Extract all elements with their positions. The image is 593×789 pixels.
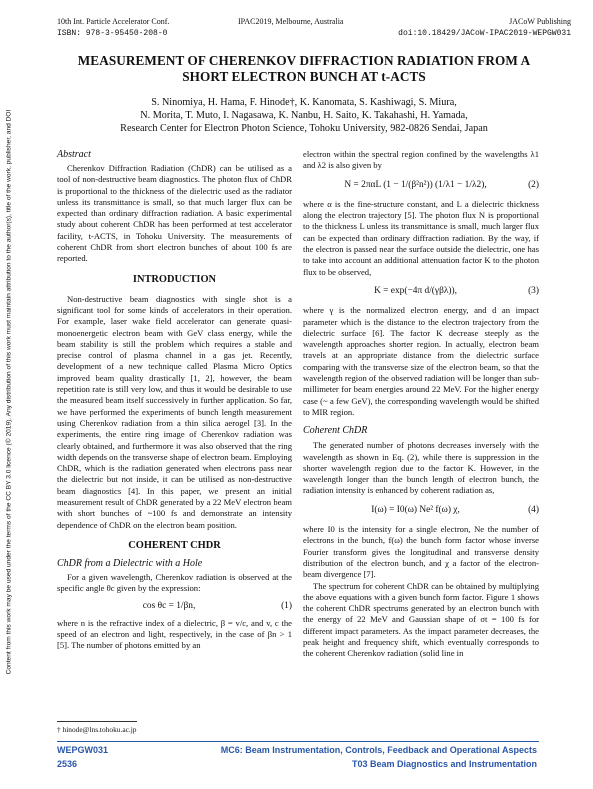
equation-4-number: (4) <box>528 504 539 515</box>
right-text-3: where γ is the normalized electron energy, and d an impact parameter which is the distance to the electron trajectory from the dielectric surface [6]. The factor K decrease steeply as the wavelength approaches shorter region. In actually, electron beam travels at an appropriate distance from the dielectric surface comparing with the transverse size of the electron beam, so that the wavelength region of the observed radiation will be longer than sub-millimeter for beam energies around 22 MeV. For the higher energy case (~ a few GeV), the corresponding wavelength would be shifted to MIR region. <box>303 305 539 417</box>
subsection-heading-coherent-chdr: Coherent ChDR <box>303 425 368 437</box>
footer-rule <box>57 741 539 742</box>
introduction-heading: INTRODUCTION <box>132 273 217 285</box>
side-license-notice: Content from this work may be used under the terms of the CC BY 3.0 licence (© 2019). Any distribution of this work must maintain attribution to the author(s), title of the work, publisher, and DOI <box>5 109 13 675</box>
header-isbn: ISBN: 978-3-95450-208-0 <box>57 29 168 38</box>
abstract-text: Cherenkov Diffraction Radiation (ChDR) can be utilised as a tool of non-destructive beam diagnostics. The photon flux of ChDR is proportional to the thickness of the dielectric used as the radiator unless its transmittance is small, so that much larger flux can be expected than ordinary diffraction radiation. A basic experimental study about coherent ChDR has been performed at test accelerator facility, t-ACTS, in Tohoku University. The measurements of coherent ChDR from short electron bunches of about 100 fs are reported. <box>57 163 292 264</box>
right-text-1: electron within the spectral region confined by the wavelengths λ1 and λ2 is also given by <box>303 149 539 171</box>
header-right-1: JACoW Publishing <box>509 17 571 26</box>
equation-4-formula: I(ω) = I0(ω) Ne² f(ω) χ, <box>371 504 460 515</box>
equation-3-formula: K = exp(−4π d/(γβλ)), <box>374 285 457 296</box>
abstract-heading: Abstract <box>57 149 91 160</box>
footnote-rule <box>57 721 137 722</box>
paper-title <box>40 53 568 85</box>
right-text-2: where α is the fine-structure constant, and L a dielectric thickness along the electron trajectory [5]. The photon flux N is proportional to the thickness L unless its transmittance is small, much larger flux can be expected than ordinary diffraction radiation. By the way, if the electron is passed near the surface outside the dielectric, one has to take into account an additional attenuation factor K to the photon flux to be observed, <box>303 198 539 277</box>
header-doi: doi:10.18429/JACoW-IPAC2019-WEPGW031 <box>398 29 571 38</box>
footer-page-number: 2536 <box>57 759 78 769</box>
footer-subclassification: T03 Beam Diagnostics and Instrumentation <box>351 759 537 769</box>
equation-3-number: (3) <box>528 285 539 296</box>
equation-2-formula: N = 2παL (1 − 1/(β²n²)) (1/λ1 − 1/λ2), <box>344 179 487 190</box>
coherent-chdr-heading: COHERENT CHDR <box>128 539 221 551</box>
footer-paper-id: WEPGW031 <box>57 745 109 755</box>
title-line-2: SHORT ELECTRON BUNCH AT t-ACTS <box>182 69 426 84</box>
right-text-5: where I0 is the intensity for a single electron, Ne the number of electrons in the bunch, f(ω) the bunch form factor whose inverse Fourier transform gives the longitudinal and transverse density distribution of the electron bunch, and χ a factor of the electron-beam divergence [7]. <box>303 524 539 580</box>
equation-1-formula: cos θc = 1/βn, <box>142 600 196 611</box>
equation-4 <box>303 505 539 516</box>
author-block <box>40 96 568 135</box>
subsection-text-2: where n is the refractive index of a dielectric, β = v/c, and v, c the speed of an electron and light, respectively, in the case of βn > 1 [5]. The number of photons emitted by an <box>57 617 292 651</box>
right-text-4: The generated number of photons decreases inversely with the wavelength as shown in Eq. (2), while there is suppression in the shorter wavelength region due to the factor K. However, in the wavelength longer than the bunch length of electron bunch, the radiation intensity is enhanced by coherent radiation as, <box>303 440 539 496</box>
header-center-1: IPAC2019, Melbourne, Australia <box>238 17 344 26</box>
introduction-text: Non-destructive beam diagnostics with single shot is a significant tool for some kinds of accelerators in their operation. For example, laser wake field accelerator can generate quasi-monoenergetic electron beam with GeV class energy, while the beam stability is still the problem which requires a stable and precise control of plasma channel in a gas jet. Recently, development of a new technique called Plasma Micro Optics improved beam quality drastically [1, 2], however, the beam repetition rate is still very low, and thus it would be desirable to use the measured beam itself successively in further application. So far, we have performed the experiments of bunch length measurement using Cherenkov radiation from a thin silica aerogel [3]. In the experiments, the entire ring image of Cherenkov radiation was clearly obtained, and furthermore it was also observed that the ring width depends on the transverse shape of electron beam. Employing ChDR, which is the radiation generated when electrons pass near the dielectric but not inside, it can be utilised as non-destructive beam diagnostics [4]. In this paper, we present an initial measurement result of ChDR generated by a 22 MeV electron beam with short bunches of ~100 fs and demonstrate an intensity dependence of ChDR on the electron beam position. <box>57 293 292 530</box>
right-column <box>303 149 539 660</box>
left-column <box>57 149 292 652</box>
footnote: † hinode@lns.tohoku.ac.jp <box>57 725 137 734</box>
affiliation: Research Center for Electron Photon Science, Tohoku University, 982-0826 Sendai, Japan <box>120 123 488 134</box>
equation-1-number: (1) <box>281 600 292 611</box>
right-text-6: The spectrum for coherent ChDR can be obtained by multiplying the above equations with a given bunch form factor. Figure 1 shows the coherent ChDR spectrums generated by an electron bunch with the energy of 22 MeV and Gaussian shape of σt = 100 fs for different impact parameters. As the impact parameter decreases, the peak height and frequency shift, which eventually corresponds to the coherent Cherenkov radiation (solid line in <box>303 580 539 659</box>
equation-1 <box>57 601 292 612</box>
equation-3 <box>303 286 539 297</box>
subsection-heading-dielectric-hole: ChDR from a Dielectric with a Hole <box>57 557 203 569</box>
equation-2 <box>303 180 539 191</box>
equation-2-number: (2) <box>528 179 539 190</box>
footer-classification: MC6: Beam Instrumentation, Controls, Feedback and Operational Aspects <box>220 745 537 755</box>
authors-line-2: N. Morita, T. Muto, I. Nagasawa, K. Nanbu, H. Saito, K. Takahashi, H. Yamada, <box>140 110 468 121</box>
authors-line-1: S. Ninomiya, H. Hama, F. Hinode†, K. Kanomata, S. Kashiwagi, S. Miura, <box>151 97 457 108</box>
subsection-text-1: For a given wavelength, Cherenkov radiation is observed at the specific angle θc given by the expression: <box>57 571 292 594</box>
header-left-1: 10th Int. Particle Accelerator Conf. <box>57 17 170 26</box>
title-line-1: MEASUREMENT OF CHERENKOV DIFFRACTION RADIATION FROM A <box>77 53 531 68</box>
